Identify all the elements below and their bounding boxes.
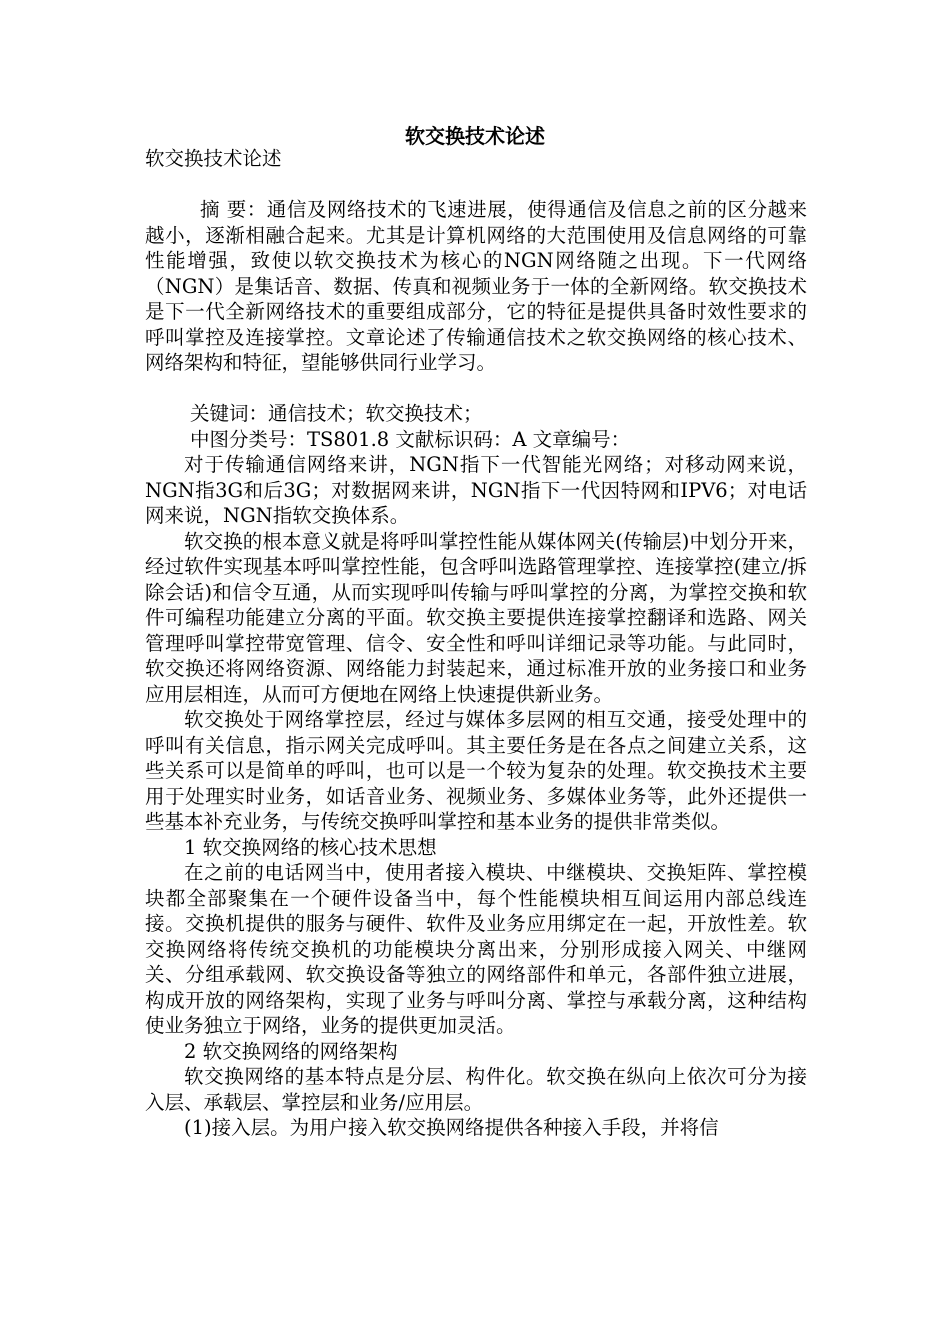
body-paragraph: 软交换网络的基本特点是分层、构件化。软交换在纵向上依次可分为接入层、承载层、掌控层和业务/应用层。 <box>145 1065 807 1114</box>
classification-line: 中图分类号：TS801.8 文献标识码：A 文章编号： <box>190 427 631 451</box>
body-paragraph: 对于传输通信网络来讲，NGN指下一代智能光网络；对移动网来说，NGN指3G和后3G；对数据网来讲，NGN指下一代因特网和IPV6；对电话网来说，NGN指软交换体系。 <box>145 453 807 527</box>
document-body <box>145 146 807 1141</box>
body-paragraph: 在之前的电话网当中，使用者接入模块、中继模块、交换矩阵、掌控模块都全部聚集在一个硬件设备当中，每个性能模块相互间运用内部总线连接。交换机提供的服务与硬件、软件及业务应用绑定在一起，开放性差。软交换网络将传统交换机的功能模块分离出来，分别形成接入网关、中继网关、分组承载网、软交换设备等独立的网络部件和单元，各部件独立进展，构成开放的网络架构，实现了业务与呼叫分离、掌控与承载分离，这种结构使业务独立于网络，业务的提供更加灵活。 <box>145 861 807 1037</box>
blank-line <box>145 172 807 198</box>
body-paragraph: (1)接入层。为用户接入软交换网络提供各种接入手段，并将信 <box>184 1116 719 1139</box>
section-heading: 1 软交换网络的核心技术思想 <box>184 835 437 859</box>
blank-line <box>145 376 807 402</box>
keywords-line: 关键词：通信技术；软交换技术； <box>190 402 483 425</box>
section-heading: 2 软交换网络的网络架构 <box>184 1039 398 1063</box>
document-title: 软交换技术论述 <box>405 124 545 148</box>
document-subtitle: 软交换技术论述 <box>145 147 282 170</box>
body-paragraph: 软交换处于网络掌控层，经过与媒体多层网的相互交通，接受处理中的呼叫有关信息，指示网关完成呼叫。其主要任务是在各点之间建立关系，这些关系可以是简单的呼叫，也可以是一个较为复杂的处理。软交换技术主要用于处理实时业务，如话音业务、视频业务、多媒体业务等，此外还提供一些基本补充业务，与传统交换呼叫掌控和基本业务的提供非常类似。 <box>145 708 807 833</box>
body-paragraph: 软交换的根本意义就是将呼叫掌控性能从媒体网关(传输层)中划分开来，经过软件实现基本呼叫掌控性能，包含呼叫选路管理掌控、连接掌控(建立/拆除会话)和信令互通，从而实现呼叫传输与呼叫掌控的分离，为掌控交换和软件可编程功能建立分离的平面。软交换主要提供连接掌控翻译和选路、网关管理呼叫掌控带宽管理、信令、安全性和呼叫详细记录等功能。与此同时，软交换还将网络资源、网络能力封装起来，通过标准开放的业务接口和业务应用层相连，从而可方便地在网络上快速提供新业务。 <box>145 529 807 706</box>
abstract-paragraph: 摘 要：通信及网络技术的飞速进展，使得通信及信息之前的区分越来越小，逐渐相融合起来。尤其是计算机网络的大范围使用及信息网络的可靠性能增强，致使以软交换技术为核心的NGN网络随之出现。下一代网络（NGN）是集话音、数据、传真和视频业务于一体的全新网络。软交换技术是下一代全新网络技术的重要组成部分，它的特征是提供具备时效性要求的呼叫掌控及连接掌控。文章论述了传输通信技术之软交换网络的核心技术、网络架构和特征，望能够供同行业学习。 <box>145 198 807 374</box>
